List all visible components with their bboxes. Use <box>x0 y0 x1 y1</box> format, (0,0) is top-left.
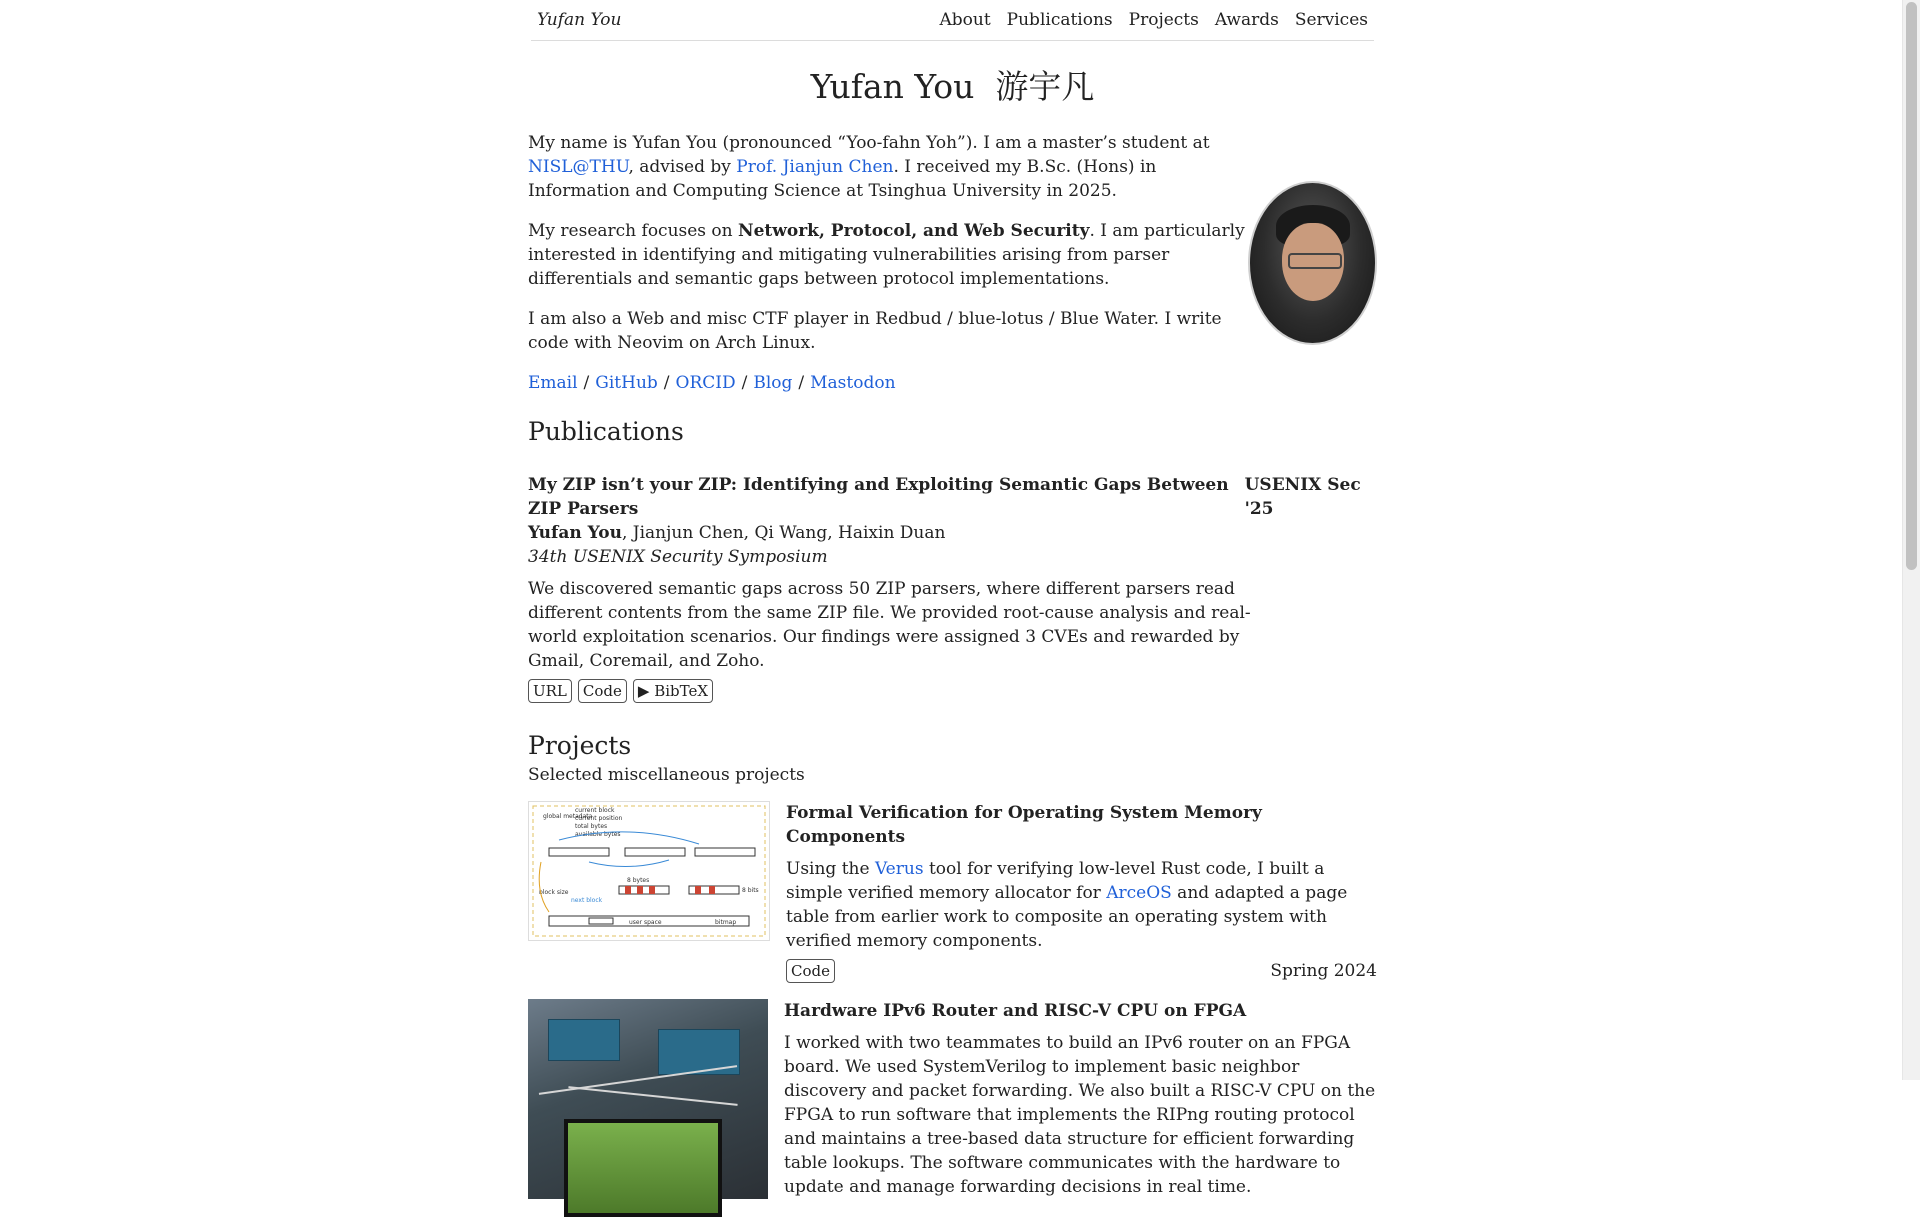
main-content <box>528 40 1377 1199</box>
nav-brand[interactable]: Yufan You <box>537 10 622 30</box>
project-item <box>528 801 1377 983</box>
github-link[interactable]: GitHub <box>595 372 658 393</box>
scrollbar-thumb[interactable] <box>1906 2 1917 570</box>
project-desc-text-c: and adapted a page table from earlier work to composite an operating system with verified memory components. <box>786 882 1348 951</box>
title-chinese-name: 游宇凡 <box>995 67 1095 106</box>
link-separator: / <box>741 372 748 393</box>
link-separator: / <box>798 372 805 393</box>
about-paragraph-2 <box>528 219 1248 291</box>
avatar-glasses <box>1288 253 1342 269</box>
diagram-label: global metadata <box>543 812 593 820</box>
project-date: Spring 2024 <box>1270 960 1377 981</box>
code-button[interactable]: Code <box>578 679 627 703</box>
diagram-label: user space <box>629 918 662 926</box>
orcid-link[interactable]: ORCID <box>675 372 736 393</box>
publication-venue: 34th USENIX Security Symposium <box>528 546 828 567</box>
nav-link-awards[interactable]: Awards <box>1214 10 1279 30</box>
diagram-label: next block <box>571 896 603 904</box>
cable <box>539 1065 737 1095</box>
project-item <box>528 999 1377 1199</box>
vertical-scrollbar[interactable] <box>1902 0 1920 1080</box>
about-p2-text-b: . I am particularly interested in identifying and mitigating vulnerabilities arising from parser differentials and semantic gaps between protocol implementations. <box>528 220 1245 289</box>
verus-link[interactable]: Verus <box>874 858 924 879</box>
project-description: I worked with two teammates to build an IPv6 router on an FPGA board. We used SystemVerilog to implement basic neighbor discovery and packet forwarding. We also built a RISC-V CPU on the FPGA to run software that implements the RIPng routing protocol and maintains a tree-based data structure for efficient forwarding table lookups. The software communicates with the hardware to update and manage forwarding decisions in real time. <box>784 1032 1376 1197</box>
fpga-board <box>548 1019 620 1061</box>
project-footer <box>786 959 1377 983</box>
publication-buttons <box>528 679 1377 703</box>
nav-link-projects[interactable]: Projects <box>1128 10 1199 30</box>
mastodon-link[interactable]: Mastodon <box>810 372 896 393</box>
url-button[interactable]: URL <box>528 679 572 703</box>
project-body <box>786 801 1377 983</box>
research-focus: Network, Protocol, and Web Security <box>738 220 1090 241</box>
top-nav <box>531 0 1374 41</box>
about-p1-text-a: My name is Yufan You (pronounced “Yoo-fahn Yoh”). I am a master’s student at <box>528 132 1210 153</box>
publication-authors <box>528 521 1377 545</box>
diagram-label: current block <box>575 806 615 814</box>
project-photo-fpga <box>528 999 768 1199</box>
diagram-label: block size <box>539 888 569 896</box>
publications-heading: Publications <box>528 416 684 446</box>
publication-item <box>528 473 1377 703</box>
nav-link-publications[interactable]: Publications <box>1006 10 1113 30</box>
project-description <box>786 857 1377 953</box>
diagram-label: 8 bits <box>742 886 759 894</box>
publication-abstract: We discovered semantic gaps across 50 ZIP parsers, where different parsers read different contents from the same ZIP file. We provided root-cause analysis and real-world exploitation scenarios. Our findings were assigned 3 CVEs and rewarded by Gmail, Coremail, and Zoho. <box>528 578 1251 671</box>
project-title: Hardware IPv6 Router and RISC-V CPU on FPGA <box>784 1000 1247 1021</box>
bibtex-button[interactable]: ▶ BibTeX <box>633 679 713 703</box>
advisor-link[interactable]: Prof. Jianjun Chen <box>736 156 894 177</box>
about-p1-text-b: , advised by <box>628 156 737 177</box>
projects-heading: Projects <box>528 730 632 760</box>
arceos-link[interactable]: ArceOS <box>1106 882 1172 903</box>
project-code-button[interactable]: Code <box>786 959 835 983</box>
blog-link[interactable]: Blog <box>753 372 793 393</box>
title-name: Yufan You <box>810 67 975 106</box>
contact-links <box>528 371 1248 395</box>
project-desc-text-a: Using the <box>786 858 875 879</box>
project-body <box>784 999 1377 1199</box>
about-p1-text-c: . I received my B.Sc. (Hons) in Information and Computing Science at Tsinghua University in 2025. <box>528 156 1157 201</box>
about-text <box>528 131 1248 395</box>
project-title: Formal Verification for Operating System Memory Components <box>786 802 1262 847</box>
author-self: Yufan You <box>528 522 622 543</box>
diagram-label: bitmap <box>715 918 737 926</box>
diagram-label: 8 bytes <box>627 876 650 884</box>
page-title <box>528 67 1377 107</box>
avatar <box>1248 181 1377 345</box>
about-p2-text-a: My research focuses on <box>528 220 739 241</box>
nav-link-services[interactable]: Services <box>1294 10 1368 30</box>
nisl-link[interactable]: NISL@THU <box>528 156 629 177</box>
about-paragraph-3: I am also a Web and misc CTF player in Redbud / blue-lotus / Blue Water. I write code with Neovim on Arch Linux. <box>528 308 1222 353</box>
publication-header <box>528 473 1377 521</box>
publication-title: My ZIP isn’t your ZIP: Identifying and Exploiting Semantic Gaps Between ZIP Parsers <box>528 474 1229 519</box>
publication-venue-short: USENIX Sec '25 <box>1244 474 1361 519</box>
laptop-screen <box>564 1119 722 1217</box>
link-separator: / <box>663 372 670 393</box>
cable <box>568 1086 737 1106</box>
nav-link-about[interactable]: About <box>939 10 991 30</box>
diagram-label: total bytes <box>575 822 608 830</box>
authors-rest: , Jianjun Chen, Qi Wang, Haixin Duan <box>621 522 946 543</box>
about-paragraph-1 <box>528 131 1248 203</box>
link-separator: / <box>583 372 590 393</box>
projects-subtitle: Selected miscellaneous projects <box>528 764 805 785</box>
about-section <box>528 131 1377 395</box>
diagram-label: current position <box>575 814 623 822</box>
diagram-label: available bytes <box>575 830 621 838</box>
nav-links <box>923 10 1374 30</box>
memory-allocator-diagram <box>529 802 769 940</box>
project-diagram-image <box>528 801 770 941</box>
email-link[interactable]: Email <box>528 372 578 393</box>
project-desc-text-b: tool for verifying low-level Rust code, I built a simple verified memory allocator for <box>786 858 1325 903</box>
